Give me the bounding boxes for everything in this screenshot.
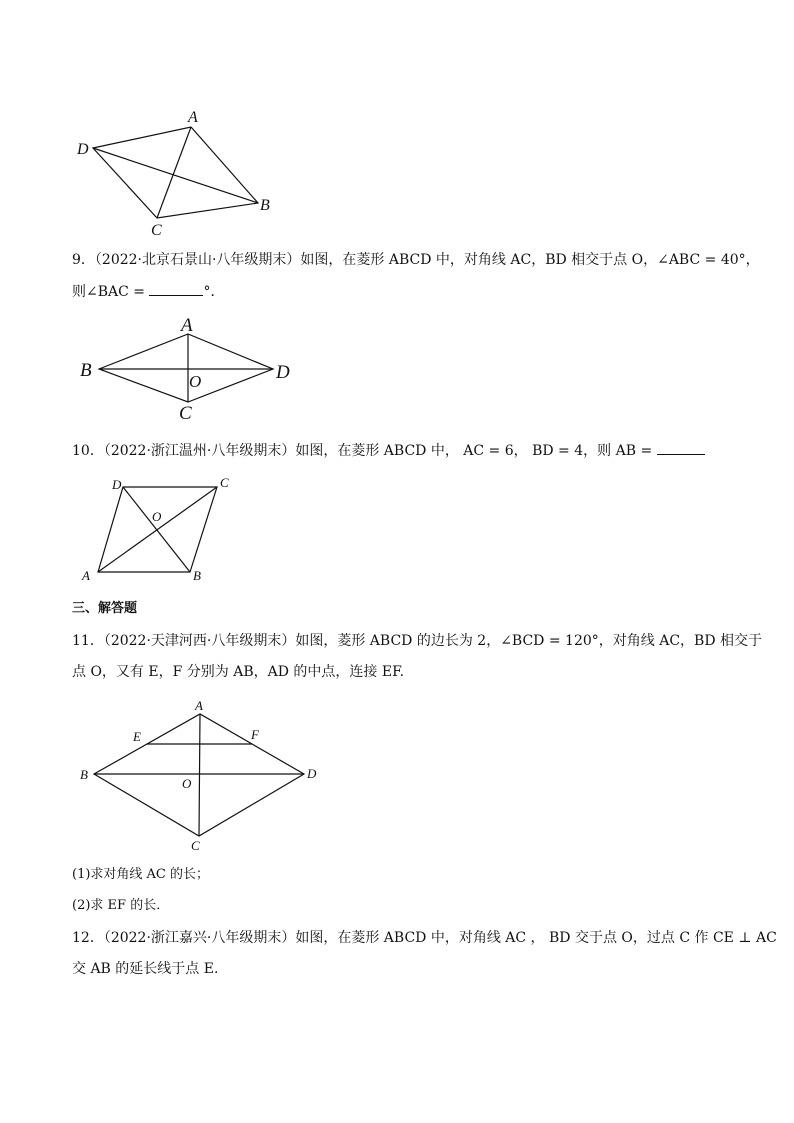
label-d: D: [276, 362, 290, 383]
figure-rhombus-q8: [70, 100, 290, 240]
figure-rhombus-q10: [75, 472, 245, 587]
q12-line1: 12．（2022·浙江嘉兴·八年级期末）如图，在菱形 ABCD 中，对角线 AC ， BD 交于点 O，过点 C 作 CE ⊥ AC: [72, 930, 777, 946]
question-12: [72, 928, 777, 979]
label-d: D: [307, 766, 317, 781]
figure-rhombus-q9: [75, 312, 305, 427]
label-o: O: [189, 372, 202, 391]
q9-line2-suffix: °．: [203, 284, 225, 300]
q10-line1: 10．（2022·浙江温州·八年级期末）如图，在菱形 ABCD 中， AC = 6， BD = 4，则 AB =: [72, 443, 657, 459]
q9-line1: 9．（2022·北京石景山·八年级期末）如图，在菱形 ABCD 中，对角线 AC，BD 相交于点 O，∠ABC = 40°，: [72, 252, 760, 268]
answer-blank-q10: [657, 442, 705, 455]
answer-blank-q9: [149, 283, 203, 296]
figure-rhombus-q11: [75, 695, 335, 857]
label-c: C: [151, 222, 162, 239]
q11-line1: 11．（2022·天津河西·八年级期末）如图，菱形 ABCD 的边长为 2，∠BCD = 120°，对角线 AC，BD 相交于: [72, 633, 762, 649]
question-9: [72, 250, 760, 302]
label-c: C: [191, 838, 200, 853]
label-b: B: [80, 767, 88, 782]
q12-line2: 交 AB 的延长线于点 E.: [72, 961, 219, 977]
label-b: B: [260, 197, 270, 214]
q11-line2: 点 O，又有 E，F 分别为 AB，AD 的中点，连接 EF.: [72, 664, 405, 680]
section-heading: 三、解答题: [72, 601, 138, 616]
q11-sub1: (1)求对角线 AC 的长；: [72, 867, 210, 882]
label-f: F: [251, 727, 259, 742]
label-a: A: [195, 698, 203, 713]
label-o: O: [182, 776, 192, 791]
label-b: B: [193, 568, 201, 583]
question-10: [72, 441, 705, 461]
label-a: A: [188, 109, 198, 126]
label-c: C: [179, 403, 192, 424]
q11-sub2: (2)求 EF 的长．: [72, 898, 170, 913]
label-b: B: [80, 360, 92, 381]
question-11: [72, 631, 762, 682]
label-o: O: [152, 509, 162, 524]
label-a: A: [82, 568, 90, 583]
label-e: E: [133, 729, 141, 744]
label-d: D: [112, 477, 122, 492]
label-d: D: [77, 141, 89, 158]
q9-line2: [72, 282, 760, 302]
q9-line2-prefix: 则∠BAC =: [72, 284, 150, 300]
label-a: A: [181, 315, 193, 336]
label-c: C: [220, 475, 229, 490]
